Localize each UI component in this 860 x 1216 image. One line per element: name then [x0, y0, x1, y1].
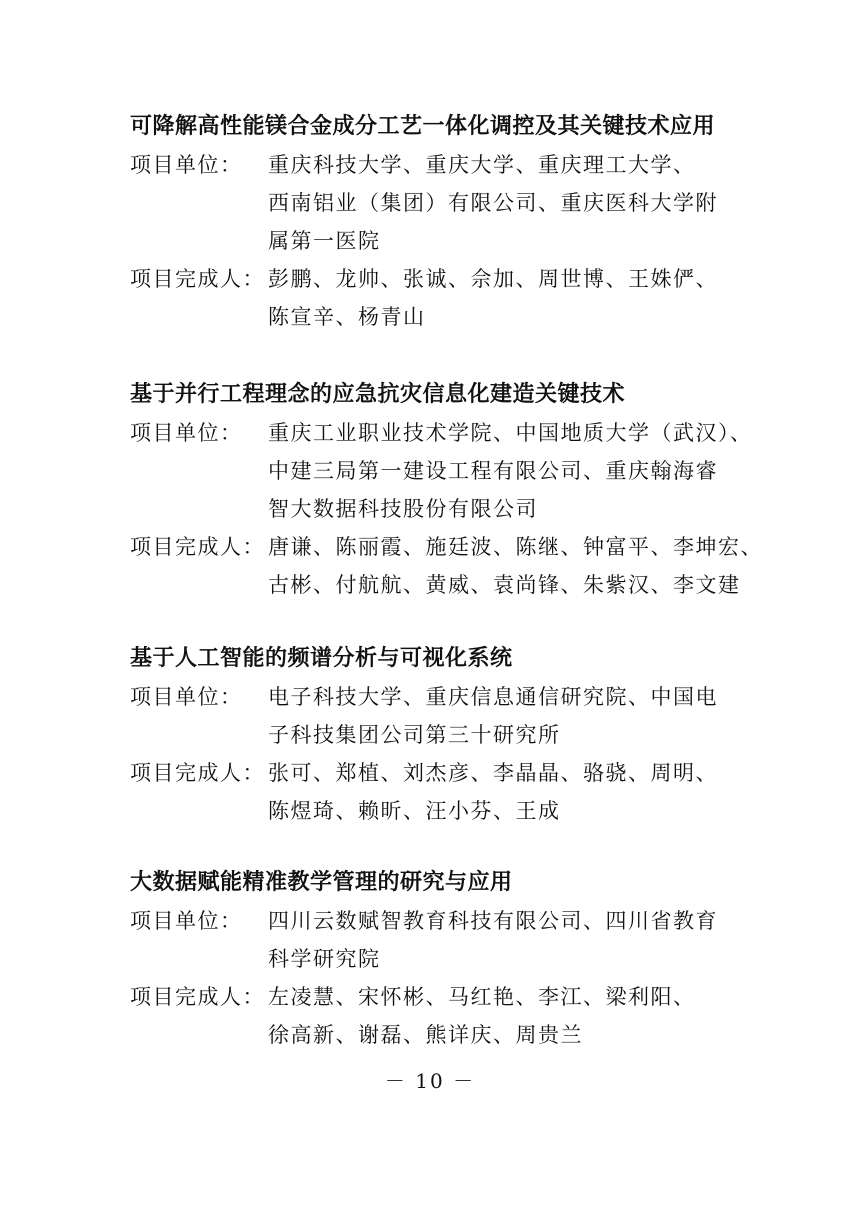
unit-label: 项目单位： — [130, 685, 243, 709]
unit-line: 西南铝业（集团）有限公司、重庆医科大学附 — [268, 191, 718, 215]
unit-line: 属第一医院 — [268, 229, 381, 253]
members-value — [268, 978, 738, 1054]
project-members-row — [130, 528, 770, 604]
project-title: 基于并行工程理念的应急抗灾信息化建造关键技术 — [130, 382, 626, 407]
members-value — [268, 528, 763, 604]
unit-label: 项目单位： — [130, 909, 243, 933]
member-line: 唐谦、陈丽霞、施廷波、陈继、钟富平、李坤宏、 — [268, 535, 763, 559]
project-unit-row — [130, 678, 770, 754]
members-label: 项目完成人： — [130, 267, 265, 291]
member-line: 彭鹏、龙帅、张诚、佘加、周世博、王姝俨、 — [268, 267, 718, 291]
project-unit-row — [130, 146, 770, 260]
unit-value — [268, 902, 738, 978]
project-entry — [130, 864, 770, 1054]
unit-line: 子科技集团公司第三十研究所 — [268, 723, 561, 747]
unit-label: 项目单位： — [130, 153, 243, 177]
members-label: 项目完成人： — [130, 761, 265, 785]
project-unit-row — [130, 902, 770, 978]
member-line: 张可、郑植、刘杰彦、李晶晶、骆骁、周明、 — [268, 761, 718, 785]
member-line: 古彬、付航航、黄威、袁尚锋、朱紫汉、李文建 — [268, 573, 741, 597]
project-title: 可降解高性能镁合金成分工艺一体化调控及其关键技术应用 — [130, 114, 716, 139]
unit-line: 重庆工业职业技术学院、中国地质大学（武汉）、 — [268, 421, 753, 445]
unit-line: 四川云数赋智教育科技有限公司、四川省教育 — [268, 909, 718, 933]
unit-value — [268, 414, 753, 528]
project-entry — [130, 376, 770, 604]
unit-value — [268, 678, 738, 754]
project-members-row — [130, 754, 770, 830]
page-number: － 10 － — [384, 1069, 476, 1093]
project-title: 大数据赋能精准教学管理的研究与应用 — [130, 870, 513, 895]
members-label: 项目完成人： — [130, 985, 265, 1009]
project-title: 基于人工智能的频谱分析与可视化系统 — [130, 646, 513, 671]
unit-line: 重庆科技大学、重庆大学、重庆理工大学、 — [268, 153, 696, 177]
project-entry — [130, 640, 770, 830]
member-line: 徐高新、谢磊、熊详庆、周贵兰 — [268, 1023, 583, 1047]
unit-line: 电子科技大学、重庆信息通信研究院、中国电 — [268, 685, 718, 709]
unit-value — [268, 146, 738, 260]
project-unit-row — [130, 414, 770, 528]
project-entry — [130, 108, 770, 336]
unit-label: 项目单位： — [130, 421, 243, 445]
unit-line: 智大数据科技股份有限公司 — [268, 497, 538, 521]
member-line: 陈宣辛、杨青山 — [268, 305, 426, 329]
members-value — [268, 754, 738, 830]
unit-line: 科学研究院 — [268, 947, 381, 971]
member-line: 陈煜琦、赖昕、汪小芬、王成 — [268, 799, 561, 823]
project-members-row — [130, 978, 770, 1054]
members-label: 项目完成人： — [130, 535, 265, 559]
project-members-row — [130, 260, 770, 336]
member-line: 左凌慧、宋怀彬、马红艳、李江、梁利阳、 — [268, 985, 696, 1009]
members-value — [268, 260, 738, 336]
unit-line: 中建三局第一建设工程有限公司、重庆翰海睿 — [268, 459, 718, 483]
